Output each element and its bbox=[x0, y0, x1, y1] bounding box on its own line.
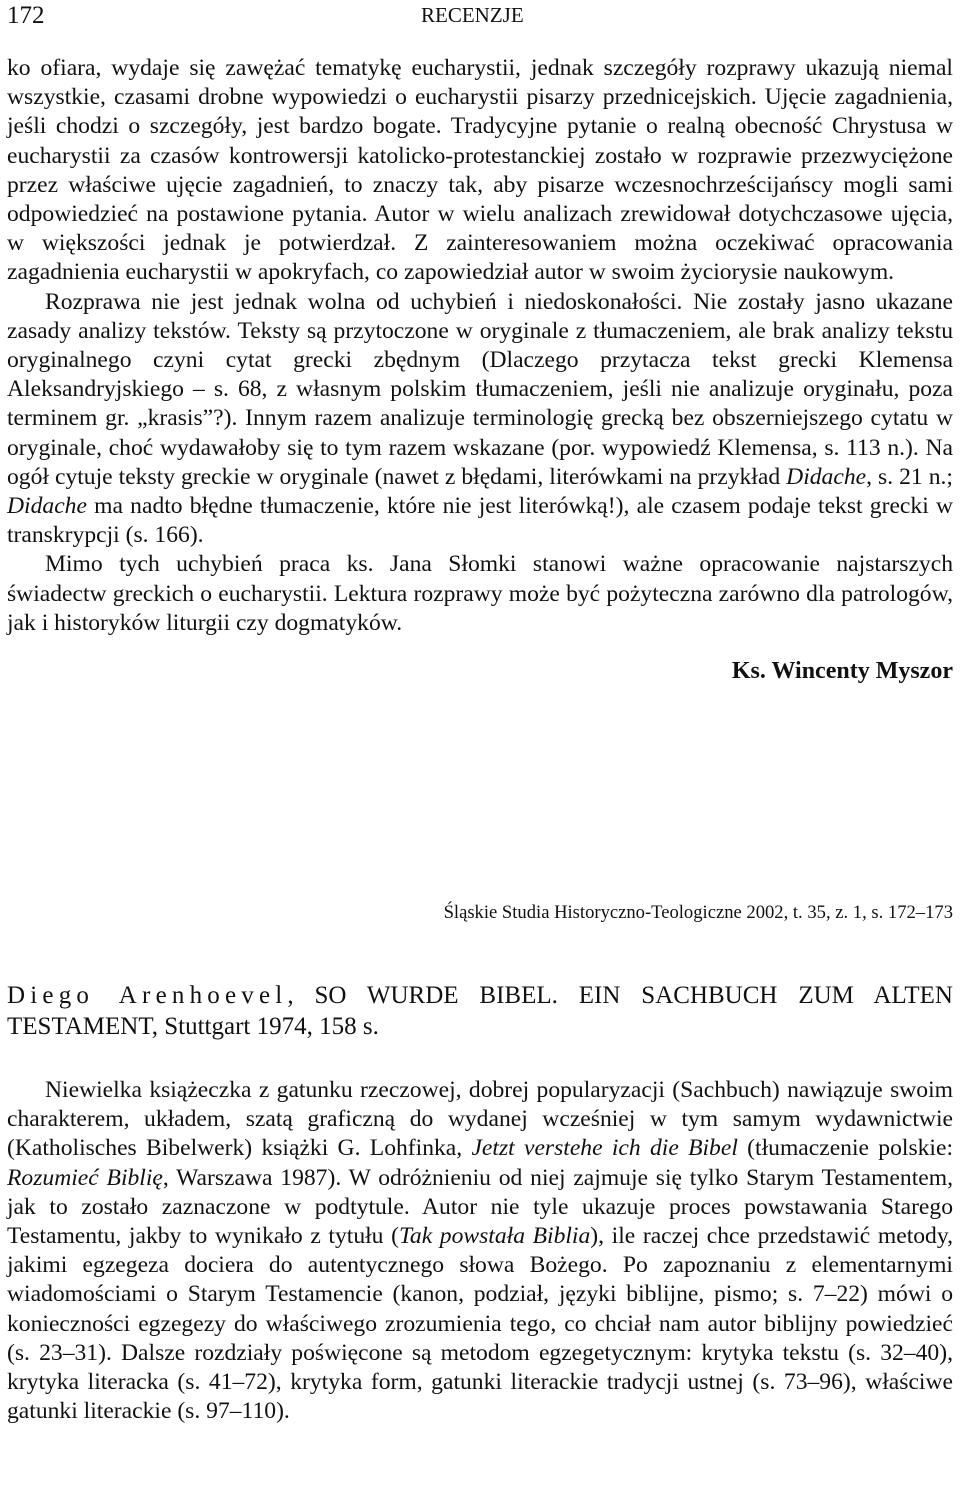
running-head: RECENZJE bbox=[421, 3, 524, 27]
book-title-tak-powstala-biblia: Tak powstała Biblia bbox=[398, 1223, 591, 1250]
review-2-heading bbox=[7, 980, 953, 1042]
review-2-title: , SO WURDE BIBEL. EIN SACHBUCH ZUM ALTEN TESTAMENT, Stuttgart 1974, 158 s. bbox=[7, 982, 953, 1040]
review-1-body bbox=[7, 54, 953, 686]
journal-reference: Śląskie Studia Historyczno-Teologiczne 2002, t. 35, z. 1, s. 172–173 bbox=[443, 902, 953, 923]
review-2-body bbox=[7, 1076, 953, 1426]
review-2-paragraph-1 bbox=[7, 1076, 953, 1426]
page-header bbox=[7, 0, 953, 54]
text-segment: Niewielka książeczka z gatunku rzeczowej, dobrej popularyzacji (Sachbuch) nawiązuje swoim charakterem, układem, szatą graficzną do wydanej wcześniej w tym samym wydawnictwie (Katholisches Bibelwerk) książki G. Lohfinka, bbox=[7, 1077, 953, 1162]
text-segment: ma nadto błędne tłumaczenie, które nie jest literówką!), ale czasem podaje tekst grecki w transkrypcji (s. 166). bbox=[7, 493, 953, 549]
text-segment: , Warszawa 1987). W odróżnieniu od niej zajmuje się tylko Starym Testamentem, jak to zostało zaznaczone w podtytule. Autor nie tyle ukazuje proces powstawania Starego Testamentu, jakby to wynikało z tytułu ( bbox=[7, 1164, 953, 1250]
text-segment: (tłumaczenie polskie: bbox=[737, 1135, 954, 1162]
review-1-paragraph-1 bbox=[7, 54, 953, 288]
text-segment: ko ofiara, wydaje się zawężać tematykę eucharystii, jednak szczegóły rozprawy ukazują niemal wszystkie, czasami drobne wypowiedzi o eucharystii pisarzy przednicejskich. Ujęcie zagadnienia, jeśli chodzi o szczegóły, jest bardzo bogate. Tradycyjne pytanie o realną obecność Chrystusa w eucharystii za czasów kontrowersji katolicko-protestanckiej zostało w rozprawie przezwyciężone przez właściwe ujęcie zagadnień, to znaczy tak, aby pisarze wczesnochrześcijańscy mogli sami odpowiedzieć na postawione pytania. Autor w wielu analizach zrewidował dotychczasowe ujęcia, w większości jednak je potwierdzał. Z zainteresowaniem można oczekiwać opracowania zagadnienia eucharystii w apokryfach, co zapowiedział autor w swoim życiorysie naukowym. bbox=[7, 55, 953, 286]
review-1-paragraph-3 bbox=[7, 550, 953, 638]
text-segment: Mimo tych uchybień praca ks. Jana Słomki stanowi ważne opracowanie najstarszych świadectw greckich o eucharystii. Lektura rozprawy może być pożyteczna zarówno dla patrologów, jak i historyków liturgii czy dogmatyków. bbox=[7, 551, 953, 636]
text-segment: Rozprawa nie jest jednak wolna od uchybień i niedoskonałości. Nie zostały jasno ukazane zasady analizy tekstów. Teksty są przytoczone w oryginale z tłumaczeniem, ale brak analizy tekstu oryginalnego czyni cytat grecki zbędnym (Dlaczego przytacza tekst grecki Klemensa Aleksandryjskiego – s. 68, z własnym polskim tłumaczeniem, jeśli nie analizuje oryginału, poza terminem gr. „krasis”?). Innym razem analizuje terminologię grecką bez obszerniejszego cytatu w oryginale, choć wydawałoby się to tym razem wskazane (por. wypowiedź Klemensa, s. 113 n.). Na ogół cytuje teksty greckie w oryginale (nawet z błędami, literówkami na przykład bbox=[7, 288, 953, 490]
review-2-author: Diego Arenhoevel bbox=[7, 982, 288, 1009]
page bbox=[7, 0, 954, 1425]
text-segment: ), ile raczej chce przedstawić metody, jakimi egzegeza dociera do autentycznego słowa Bożego. Po zapoznaniu z elementarnymi wiadomościami o Starym Testamencie (kanon, podział, języki biblijne, pismo; s. 7–22) mówi o konieczności egzegezy do właściwego zrozumienia tego, co chciał nam autor biblijny powiedzieć (s. 23–31). Dalsze rozdziały poświęcone są metodom egzegetycznym: krytyka tekstu (s. 32–40), krytyka literacka (s. 41–72), krytyka form, gatunki literackie tradycji ustnej (s. 73–96), właściwe gatunki literackie (s. 97–110). bbox=[7, 1223, 954, 1425]
book-title-rozumiec-biblie: Rozumieć Biblię bbox=[7, 1164, 163, 1191]
book-title-didache: Didache bbox=[786, 463, 867, 490]
page-number: 172 bbox=[7, 2, 45, 29]
review-1-paragraph-2 bbox=[7, 288, 953, 551]
review-signature: Ks. Wincenty Myszor bbox=[731, 658, 953, 685]
book-title-jetzt-verstehe: Jetzt verstehe ich die Bibel bbox=[471, 1135, 738, 1162]
text-segment: , s. 21 n.; bbox=[866, 463, 953, 490]
book-title-didache: Didache bbox=[7, 493, 87, 520]
